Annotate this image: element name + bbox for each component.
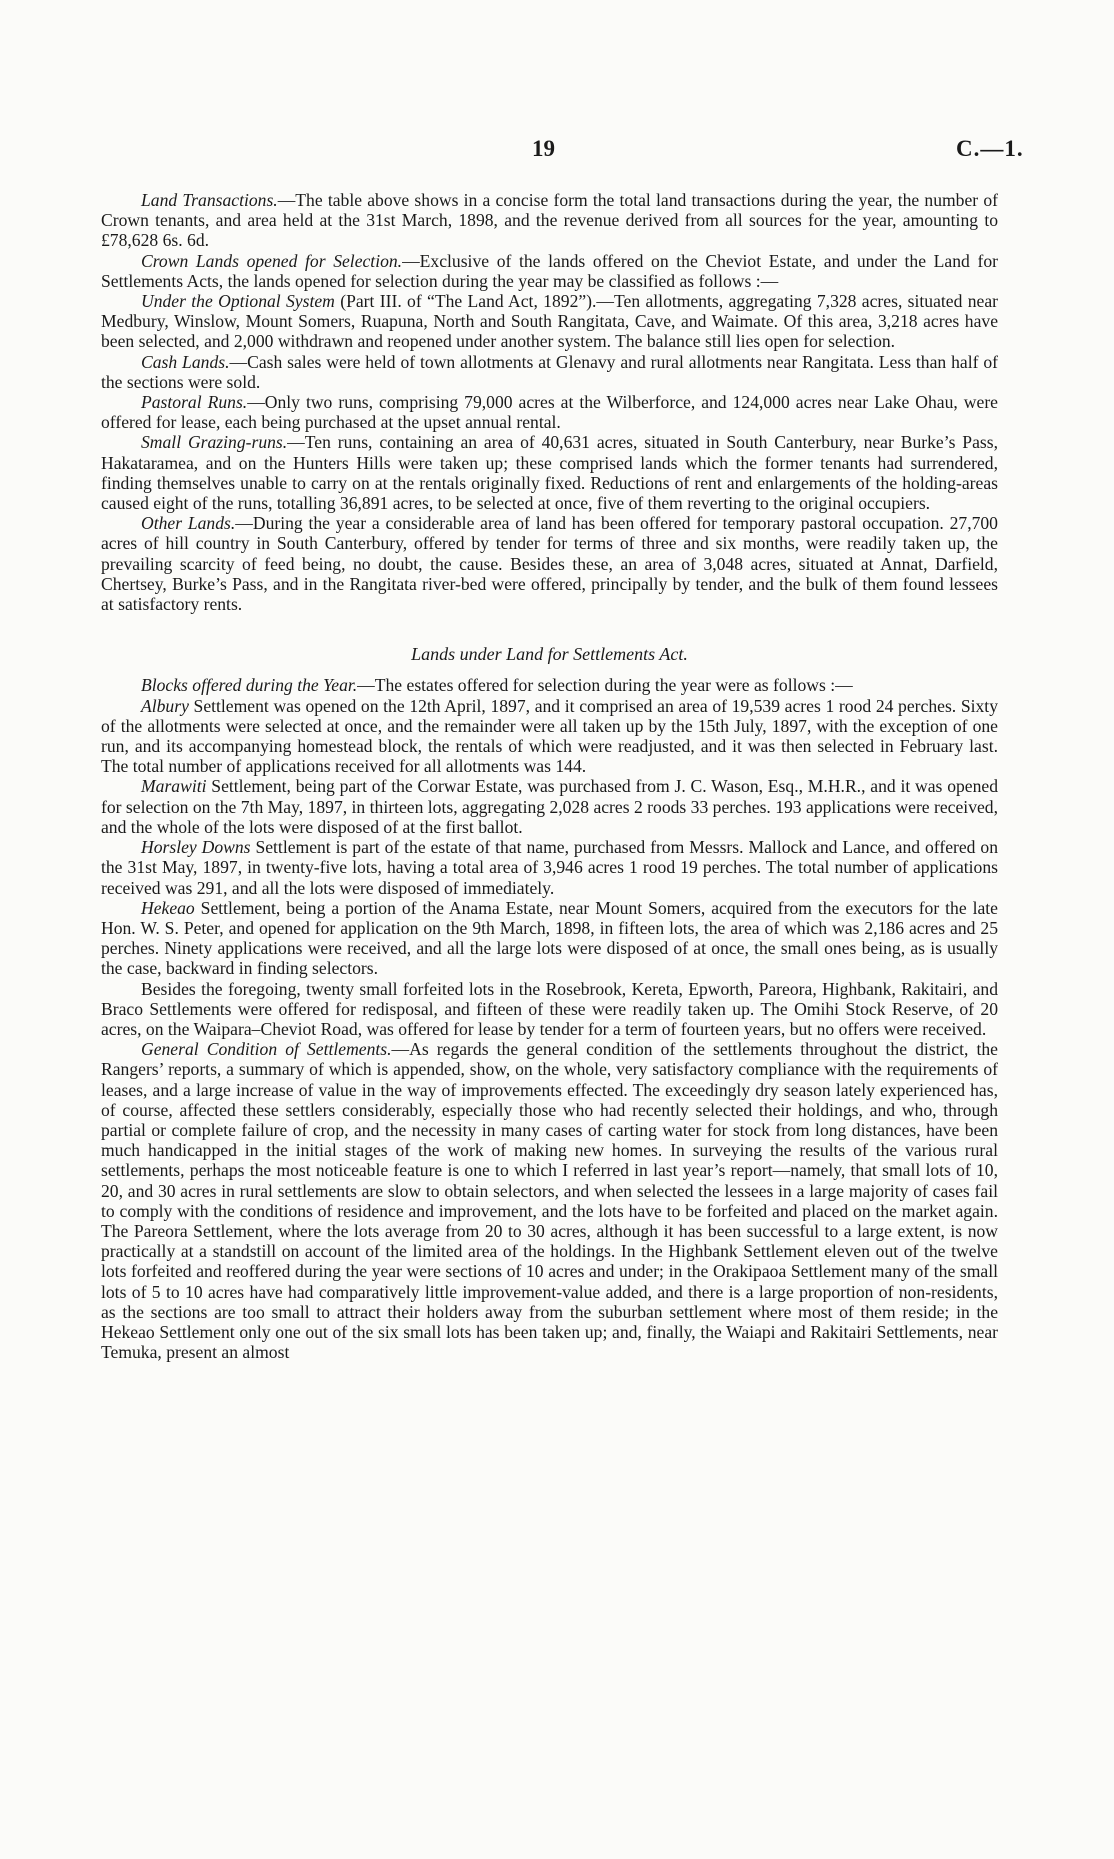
paragraph-pastoral-runs: Pastoral Runs.—Only two runs, comprising 79,000 acres at the Wilberforce, and 124,000 acres near Lake Ohau, were offered for lease, each being purchased at the upset annual rental. [101, 392, 998, 433]
page-number: 19 [532, 136, 555, 161]
paragraph-crown-lands: Crown Lands opened for Selection.—Exclusive of the lands offered on the Cheviot Estate, and under the Land for Settlements Acts, the lands opened for selection during the year may be classified as follows :— [101, 250, 998, 291]
body-text [101, 190, 998, 1362]
paragraph-albury: Albury Settlement was opened on the 12th April, 1897, and it comprised an area of 19,539 acres 1 rood 24 perches. Sixty of the allotments were selected at once, and the remainder were all taken up by the 15th July, 1897, with the exception of one run, and its accompanying homestead block, the rentals of which were readjusted, and it was then selected in February last. The total number of applications received for all allotments was 144. [101, 695, 998, 777]
paragraph-land-transactions: Land Transactions.—The table above shows in a concise form the total land transactions during the year, the number of Crown tenants, and area held at the 31st March, 1898, and the revenue derived from all sources for the year, amounting to £78,628 6s. 6d. [101, 190, 998, 251]
paragraph-other-lands: Other Lands.—During the year a considerable area of land has been offered for temporary pastoral occupation. 27,700 acres of hill country in South Canterbury, offered by tender for terms of three and six months, were readily taken up, the prevailing scarcity of feed being, no doubt, the cause. Besides these, an area of 3,048 acres, situated at Annat, Darfield, Chertsey, Burke’s Pass, and in the Rangitata river-bed were offered, principally by tender, and the bulk of them found lessees at satisfactory rents. [101, 513, 998, 615]
paragraph-blocks-offered: Blocks offered during the Year.—The estates offered for selection during the year were as follows :— [141, 675, 853, 696]
paragraph-cash-lands: Cash Lands.—Cash sales were held of town allotments at Glenavy and rural allotments near Rangitata. Less than half of the sections were sold. [101, 351, 998, 392]
paragraph-small-grazing-runs: Small Grazing-runs.—Ten runs, containing an area of 40,631 acres, situated in South Canterbury, near Burke’s Pass, Hakataramea, and on the Hunters Hills were taken up; these comprised lands which the former tenants had surrendered, finding themselves unable to carry on at the rentals originally fixed. Reductions of rent and enlargements of the holding-areas caused eight of the runs, totalling 36,891 acres, to be selected at once, five of them reverting to the original occupiers. [101, 432, 998, 514]
paragraph-optional-system: Under the Optional System (Part III. of “The Land Act, 1892”).—Ten allotments, aggregating 7,328 acres, situated near Medbury, Winslow, Mount Somers, Ruapuna, North and South Rangitata, Cave, and Waimate. Of this area, 3,218 acres have been selected, and 2,000 withdrawn and reopened under another system. The balance still lies open for selection. [101, 291, 999, 352]
paragraph-horsley-downs: Horsley Downs Settlement is part of the estate of that name, purchased from Messrs. Mallock and Lance, and offered on the 31st May, 1897, in twenty-five lots, having a total area of 3,946 acres 1 rood 19 perches. The total number of applications received was 291, and all the lots were disposed of immediately. [101, 837, 998, 898]
section-heading: Lands under Land for Settlements Act. [411, 644, 688, 665]
paragraph-marawiti: Marawiti Settlement, being part of the Corwar Estate, was purchased from J. C. Wason, Esq., M.H.R., and it was opened for selection on the 7th May, 1897, in thirteen lots, aggregating 2,028 acres 2 roods 33 perches. 193 applications were received, and the whole of the lots were disposed of at the first ballot. [101, 776, 998, 837]
page-header [0, 136, 1114, 166]
document-code: C.—1. [956, 136, 1024, 161]
paragraph-general-condition: General Condition of Settlements.—As regards the general condition of the settlements throughout the district, the Rangers’ reports, a summary of which is appended, show, on the whole, very satisfactory compliance with the requirements of leases, and a large increase of value in the way of improvements effected. The exceedingly dry season lately experienced has, of course, affected these settlers considerably, especially those who had recently selected their holdings, and who, through partial or complete failure of crop, and the necessity in many cases of carting water for stock from long distances, have been much handicapped in the initial stages of the work of making new homes. In surveying the results of the various rural settlements, perhaps the most noticeable feature is one to which I referred in last year’s report—namely, that small lots of 10, 20, and 30 acres in rural settlements are slow to obtain selectors, and when selected the lessees in a large majority of cases fail to comply with the conditions of residence and improvement, and the lots have to be forfeited and placed on the market again. The Pareora Settlement, where the lots average from 20 to 30 acres, although it has been successful to a large extent, is now practically at a standstill on account of the limited area of the holdings. In the Highbank Settlement eleven out of the twelve lots forfeited and reoffered during the year were sections of 10 acres and under; in the Orakipaoa Settlement many of the small lots of 5 to 10 acres have had comparatively little improvement-value added, and there is a large proportion of non-residents, as the sections are too small to attract their holders away from the suburban settlement where most of them reside; in the Hekeao Settlement only one out of the six small lots has been taken up; and, finally, the Waiapi and Rakitairi Settlements, near Temuka, present an almost [101, 1039, 998, 1363]
paragraph-hekeao: Hekeao Settlement, being a portion of the Anama Estate, near Mount Somers, acquired from the executors for the late Hon. W. S. Peter, and opened for application on the 9th March, 1898, in fifteen lots, the area of which was 2,186 acres and 25 perches. Ninety applications were received, and all the large lots were disposed of at once, the small ones being, as is usually the case, backward in finding selectors. [101, 897, 998, 979]
paragraph-forfeited-lots: Besides the foregoing, twenty small forfeited lots in the Rosebrook, Kereta, Epworth, Pareora, Highbank, Rakitairi, and Braco Settlements were offered for redisposal, and fifteen of these were readily taken up. The Omihi Stock Reserve, of 20 acres, on the Waipara–Cheviot Road, was offered for lease by tender for a term of fourteen years, but no offers were received. [101, 978, 998, 1039]
